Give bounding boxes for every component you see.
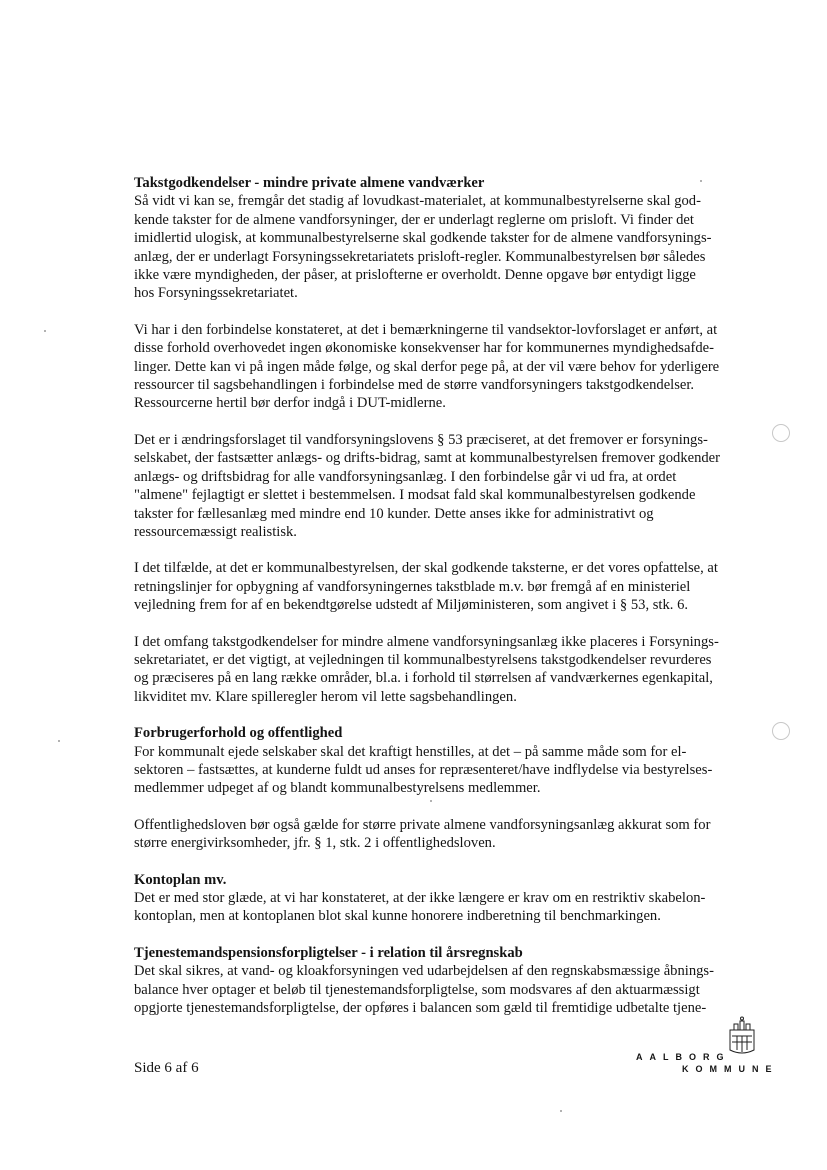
section-heading: Kontoplan mv. (134, 871, 227, 888)
text-line: opgjorte tjenestemandsforpligtelse, der opføres i balancen som gæld til fremtidige udbetalte tjene- (134, 1000, 707, 1017)
scan-speck (44, 330, 46, 332)
text-line: I det omfang takstgodkendelser for mindre almene vandforsyningsanlæg ikke placeres i Forsynings- (134, 633, 719, 650)
section-tjenestemandspension (134, 944, 774, 1018)
punch-hole-mark (772, 722, 790, 740)
punch-hole-mark (772, 424, 790, 442)
scan-speck (58, 740, 60, 742)
text-line: For kommunalt ejede selskaber skal det kraftigt henstilles, at det – på samme måde som for el- (134, 743, 687, 760)
text-line: selskabet, der fastsætter anlægs- og drifts-bidrag, samt at kommunalbestyrelsen fremover godkender (134, 450, 721, 467)
text-line: Vi har i den forbindelse konstateret, at det i bemærkningerne til vandsektor-lovforslaget er anført, at (134, 321, 718, 338)
paragraph (134, 962, 774, 1017)
section-takstgodkendelser (134, 174, 774, 303)
text-line: Ressourcerne hertil bør derfor indgå i DUT-midlerne. (134, 395, 446, 412)
logo-text-kommune: KOMMUNE (682, 1064, 779, 1074)
text-line: kende takster for de almene vandforsyninger, der er underlagt reglerne om prisloft. Vi finder det (134, 211, 694, 228)
text-line: takster for fællesanlæg med mindre end 10 kunder. Dette anses ikke for administrativt og (134, 505, 654, 522)
text-line: disse forhold overhovedet ingen økonomiske konsekvenser har for kommunernes myndighedsafde- (134, 340, 714, 357)
text-line: vejledning frem for af en bekendtgørelse udstedt af Miljøministeren, som angivet i § 53, stk. 6. (134, 597, 689, 614)
section-heading: Tjenestemandspensionsforpligtelser - i relation til årsregnskab (134, 944, 523, 961)
section-kontoplan (134, 871, 774, 926)
text-line: Det er med stor glæde, at vi har konstateret, at der ikke længere er krav om en restriktiv skabelon- (134, 890, 706, 906)
scan-speck (560, 1110, 562, 1112)
paragraph (134, 192, 774, 302)
paragraph (134, 743, 774, 798)
text-line: ressourcer til sagsbehandlingen i forbindelse med de større vandforsyningers takstgodkendelser. (134, 377, 695, 394)
text-line: likviditet mv. Klare spilleregler herom vil lette sagsbehandlingen. (134, 688, 517, 705)
text-line: Offentlighedsloven bør også gælde for større private almene vandforsyningsanlæg akkurat som for (134, 816, 711, 833)
text-line: linger. Dette kan vi på ingen måde følge, og skal derfor pege på, at der vil være behov for yderligere (134, 358, 720, 375)
text-line: imidlertid ulogisk, at kommunalbestyrelserne skal godkende takster for de almene vandforsynings- (134, 230, 712, 247)
text-line: retningslinjer for opbygning af vandforsyningernes takstblade m.v. bør fremgå af en ministeriel (134, 578, 691, 595)
paragraph (134, 431, 774, 541)
text-line: anlægs- og driftsbidrag for alle vandforsyningsanlæg. I den forbindelse går vi ud fra, at ordet (134, 468, 677, 485)
crest-icon (722, 1016, 762, 1056)
page-number: Side 6 af 6 (134, 1060, 199, 1076)
paragraph (134, 889, 774, 926)
text-line: ressourcemæssigt realistisk. (134, 523, 297, 540)
text-line: og præciseres på en lang række områder, bl.a. i forhold til størrelsen af vandværkernes egenkapital, (134, 670, 713, 687)
text-line: Det skal sikres, at vand- og kloakforsyningen ved udarbejdelsen af den regnskabsmæssige åbnings- (134, 963, 714, 980)
section-heading: Forbrugerforhold og offentlighed (134, 725, 343, 742)
aalborg-kommune-logo (636, 1016, 779, 1076)
paragraph (134, 321, 774, 413)
text-line: balance hver optager et beløb til tjenestemandsforpligtelse, som modsvares af den aktuarmæssigt (134, 981, 700, 998)
text-line: sekretariatet, er det vigtigt, at vejledningen til kommunalbestyrelsens takstgodkendelser revurderes (134, 651, 712, 668)
text-line: "almene" fejlagtigt er slettet i bestemmelsen. I modsat fald skal kommunalbestyrelsen godkende (134, 487, 696, 504)
paragraph (134, 816, 774, 853)
logo-text-aalborg: AALBORG (636, 1052, 731, 1062)
text-line: Så vidt vi kan se, fremgår det stadig af lovudkast-materialet, at kommunalbestyrelserne skal god- (134, 193, 701, 210)
text-line: hos Forsyningssekretariatet. (134, 285, 298, 302)
text-line: medlemmer udpeget af og blandt kommunalbestyrelsens medlemmer. (134, 780, 541, 797)
paragraph (134, 559, 774, 614)
text-line: større energivirksomheder, jfr. § 1, stk. 2 i offentlighedsloven. (134, 835, 496, 852)
section-heading: Takstgodkendelser - mindre private almene vandværker (134, 175, 485, 191)
document-body (134, 174, 774, 1017)
text-line: sektoren – fastsættes, at kunderne fuldt ud anses for repræsenteret/have indflydelse via bestyrelses- (134, 761, 713, 778)
section-forbrugerforhold (134, 724, 774, 798)
scan-speck (430, 800, 432, 802)
text-line: ikke være myndigheden, der påser, at prislofterne er overholdt. Denne opgave bør entydigt ligge (134, 267, 696, 284)
text-line: kontoplan, men at kontoplanen blot skal kunne honorere indberetning til benchmarkingen. (134, 908, 661, 925)
paragraph (134, 633, 774, 707)
text-line: I det tilfælde, at det er kommunalbestyrelsen, der skal godkende taksterne, er det vores opfattelse, at (134, 560, 718, 577)
scan-speck (700, 180, 702, 182)
text-line: anlæg, der er underlagt Forsyningssekretariatets prisloft-regler. Kommunalbestyrelsen bør således (134, 248, 706, 265)
text-line: Det er i ændringsforslaget til vandforsyningslovens § 53 præciseret, at det fremover er forsynings- (134, 431, 708, 448)
